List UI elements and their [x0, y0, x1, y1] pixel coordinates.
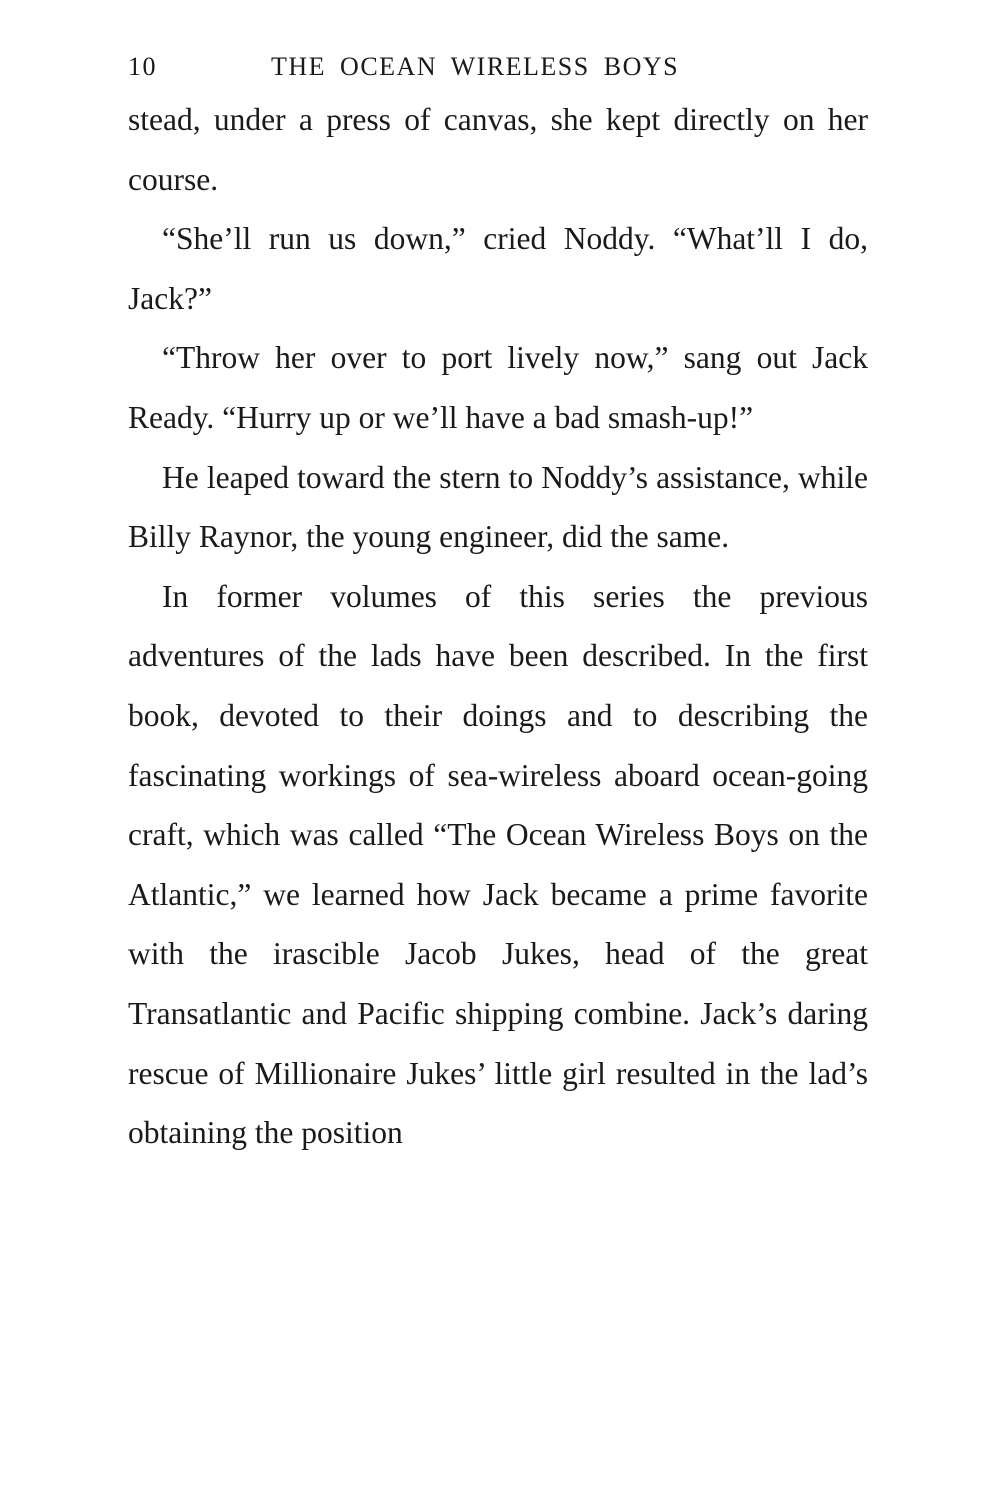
- running-head: THE OCEAN WIRELESS BOYS: [271, 52, 680, 81]
- body-text: [128, 90, 868, 1163]
- paragraph-former-volumes: In former volumes of this series the previous adventures of the lads have been described. In the first book, devoted to their doings and to describing the fascinating workings of sea-wireless aboard ocean-going craft, which was called “The Ocean Wireless Boys on the Atlantic,” we learned how Jack became a prime favorite with the irascible Jacob Jukes, head of the great Transatlantic and Pacific shipping combine. Jack’s daring rescue of Millionaire Jukes’ little girl resulted in the lad’s obtaining the position: [128, 578, 868, 1151]
- book-page: [128, 46, 868, 1163]
- paragraph-continuation: stead, under a press of canvas, she kept directly on her course.: [128, 102, 868, 197]
- paragraph-dialogue-noddy: “She’ll run us down,” cried Noddy. “What’ll I do, Jack?”: [128, 221, 868, 316]
- page-number: 10: [128, 52, 157, 81]
- paragraph-stern: He leaped toward the stern to Noddy’s assistance, while Billy Raynor, the young engineer, did the same.: [128, 459, 868, 555]
- page-header: [128, 46, 868, 90]
- paragraph-dialogue-jack: “Throw her over to port lively now,” sang out Jack Ready. “Hurry up or we’ll have a bad smash-up!”: [128, 340, 868, 435]
